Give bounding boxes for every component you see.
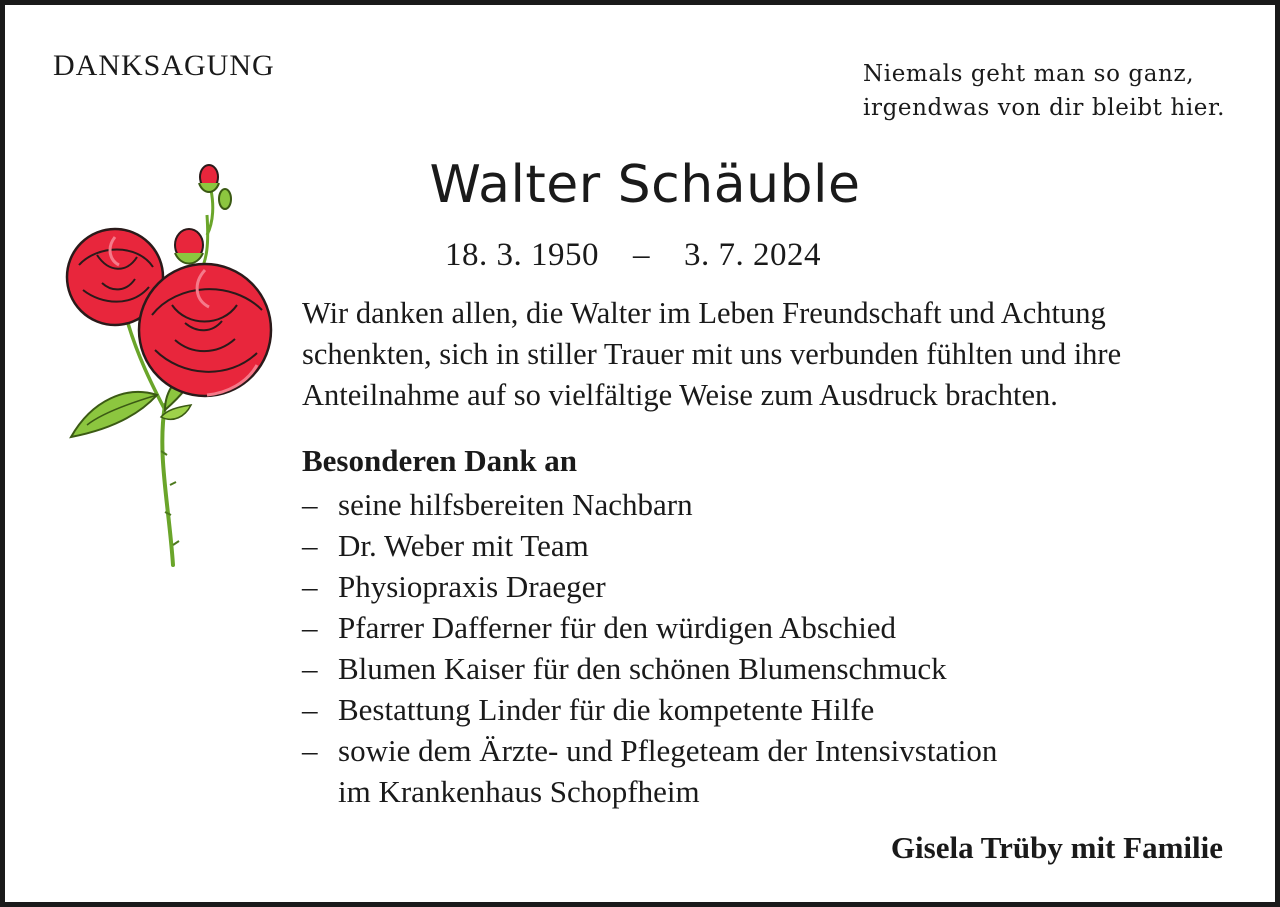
thanks-list-item [302,484,1202,525]
thanks-item-line: Pfarrer Dafferner für den würdigen Abschied [338,610,897,645]
motto-line: Niemals geht man so ganz, [863,61,1195,87]
thanks-list-item [302,566,1202,607]
thanks-list-item [302,730,1202,812]
special-thanks-title: Besonderen Dank an [302,443,578,478]
list-dash: – [302,733,318,768]
thanks-item-text [338,525,589,566]
thanks-item-text [338,730,997,812]
notice-heading: DANKSAGUNG [53,49,275,82]
thanks-item-text [338,689,874,730]
list-dash: – [302,569,318,604]
life-dates [445,237,821,274]
thanks-item-line: Physiopraxis Draeger [338,569,606,604]
intro-line: schenkten, sich in stiller Trauer mit uns verbunden fühlten und ihre [302,337,1122,371]
thanks-item-text [338,648,947,689]
deceased-name: Walter Schäuble [429,155,861,215]
thanks-item-line: Bestattung Linder für die kompetente Hilfe [338,692,875,727]
thanks-item-text [338,566,606,607]
thanks-item-line: Dr. Weber mit Team [338,528,589,563]
thanks-item-text [338,484,693,525]
thanks-item-line: seine hilfsbereiten Nachbarn [338,487,693,522]
motto-quote [863,57,1225,125]
death-date: 3. 7. 2024 [684,237,821,273]
list-dash: – [302,651,318,686]
list-dash: – [302,692,318,727]
thanks-item-text [338,607,896,648]
thanks-list-item [302,607,1202,648]
birth-date: 18. 3. 1950 [445,237,599,273]
thanks-item-line: im Krankenhaus Schopfheim [338,774,700,809]
intro-line: Anteilnahme auf so vielfältige Weise zum Ausdruck brachten. [302,378,1058,412]
list-dash: – [302,487,318,522]
thanks-list-item [302,689,1202,730]
thanks-item-line: sowie dem Ärzte- und Pflegeteam der Intensivstation [338,733,998,768]
thanks-list-item [302,648,1202,689]
thanks-list-item [302,525,1202,566]
list-dash: – [302,610,318,645]
intro-paragraph [302,293,1242,416]
intro-line: Wir danken allen, die Walter im Leben Freundschaft und Achtung [302,296,1106,330]
special-thanks-list [302,484,1202,812]
red-rose-icon [57,155,287,570]
list-dash: – [302,528,318,563]
motto-line: irgendwas von dir bleibt hier. [863,95,1225,121]
thanks-item-line: Blumen Kaiser für den schönen Blumenschmuck [338,651,947,686]
signature: Gisela Trüby mit Familie [890,830,1223,865]
date-separator: – [633,237,650,273]
